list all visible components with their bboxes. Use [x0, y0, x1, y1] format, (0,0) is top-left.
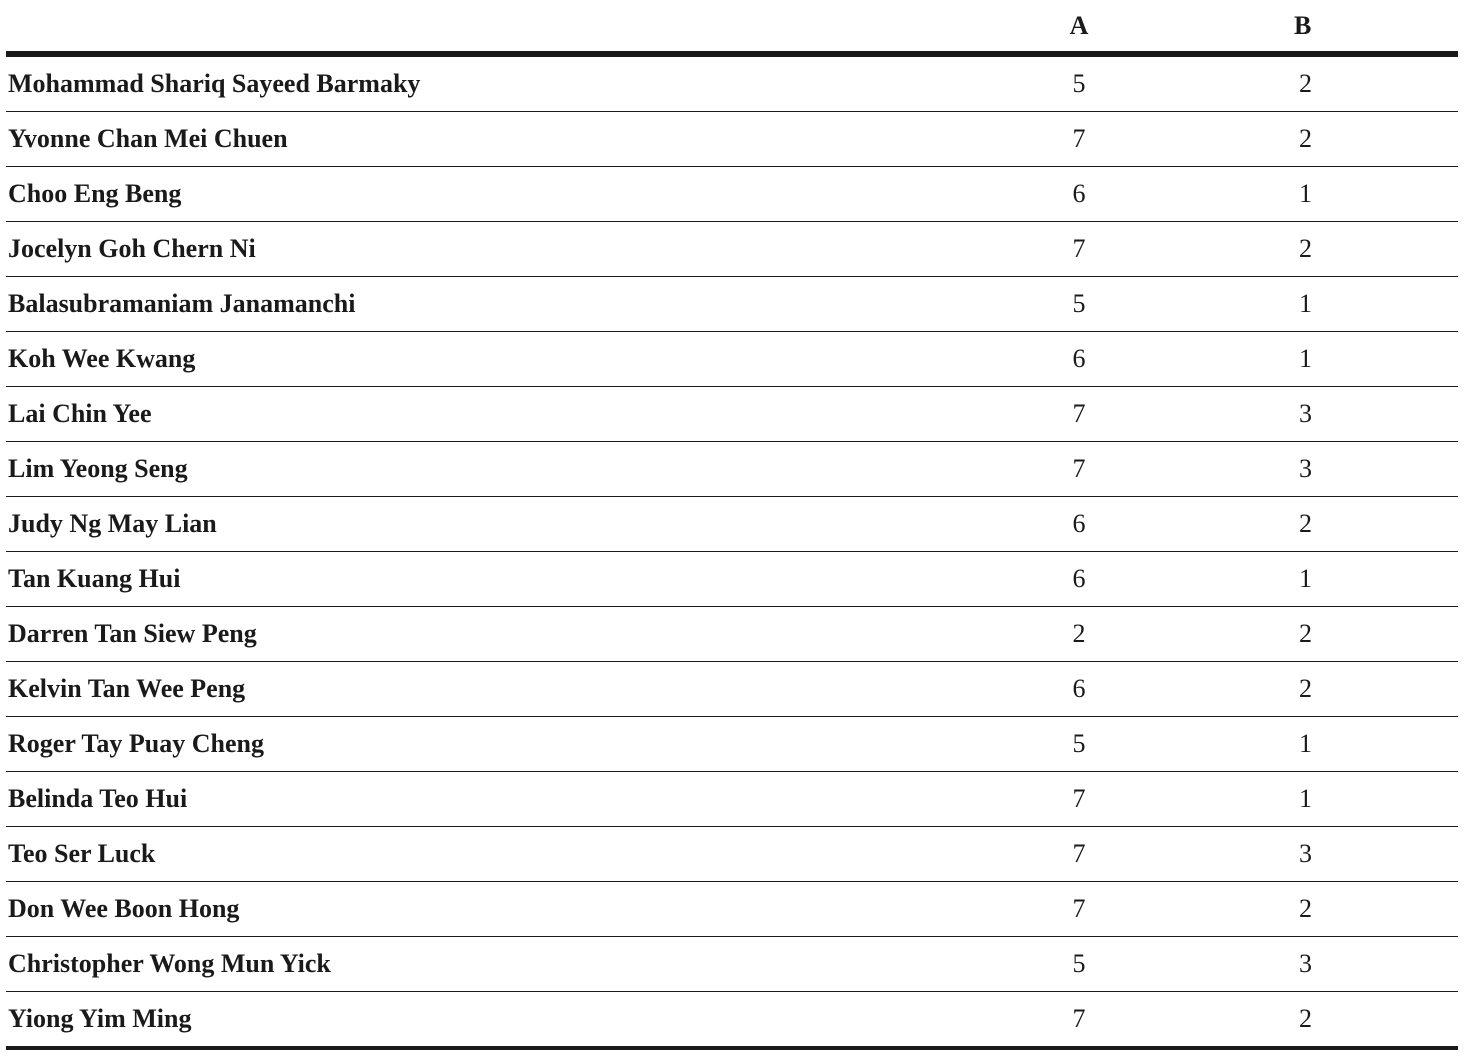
- cell-b: 2: [1168, 54, 1458, 112]
- cell-name: Choo Eng Beng: [6, 167, 978, 222]
- table-row: [6, 222, 1458, 277]
- column-header-a: A: [978, 0, 1168, 54]
- cell-a: 5: [978, 277, 1168, 332]
- table-row: [6, 387, 1458, 442]
- data-table: [6, 0, 1458, 1050]
- cell-a: 6: [978, 497, 1168, 552]
- table-row: [6, 607, 1458, 662]
- cell-name: Judy Ng May Lian: [6, 497, 978, 552]
- header-row: [6, 0, 1458, 54]
- cell-a: 7: [978, 827, 1168, 882]
- cell-name: Lai Chin Yee: [6, 387, 978, 442]
- cell-a: 7: [978, 112, 1168, 167]
- table-row: [6, 662, 1458, 717]
- cell-a: 6: [978, 662, 1168, 717]
- cell-b: 1: [1168, 167, 1458, 222]
- cell-name: Don Wee Boon Hong: [6, 882, 978, 937]
- cell-b: 2: [1168, 607, 1458, 662]
- cell-name: Belinda Teo Hui: [6, 772, 978, 827]
- cell-name: Teo Ser Luck: [6, 827, 978, 882]
- cell-b: 3: [1168, 937, 1458, 992]
- table-row: [6, 54, 1458, 112]
- cell-a: 5: [978, 54, 1168, 112]
- cell-b: 2: [1168, 222, 1458, 277]
- cell-a: 5: [978, 937, 1168, 992]
- cell-a: 6: [978, 167, 1168, 222]
- cell-name: Roger Tay Puay Cheng: [6, 717, 978, 772]
- cell-name: Koh Wee Kwang: [6, 332, 978, 387]
- cell-name: Christopher Wong Mun Yick: [6, 937, 978, 992]
- column-header-name: [6, 0, 978, 54]
- table-row: [6, 772, 1458, 827]
- table-body: [6, 54, 1458, 1048]
- cell-a: 7: [978, 882, 1168, 937]
- cell-a: 5: [978, 717, 1168, 772]
- cell-a: 2: [978, 607, 1168, 662]
- cell-name: Lim Yeong Seng: [6, 442, 978, 497]
- cell-a: 7: [978, 772, 1168, 827]
- cell-b: 1: [1168, 772, 1458, 827]
- cell-name: Darren Tan Siew Peng: [6, 607, 978, 662]
- cell-b: 1: [1168, 277, 1458, 332]
- table-row: [6, 112, 1458, 167]
- cell-name: Yvonne Chan Mei Chuen: [6, 112, 978, 167]
- table-header: [6, 0, 1458, 54]
- table-row: [6, 717, 1458, 772]
- cell-a: 7: [978, 442, 1168, 497]
- cell-name: Balasubramaniam Janamanchi: [6, 277, 978, 332]
- cell-b: 1: [1168, 552, 1458, 607]
- data-table-container: [6, 0, 1458, 1050]
- cell-name: Yiong Yim Ming: [6, 992, 978, 1049]
- cell-b: 3: [1168, 387, 1458, 442]
- cell-a: 7: [978, 992, 1168, 1049]
- cell-b: 1: [1168, 332, 1458, 387]
- column-header-b: B: [1168, 0, 1458, 54]
- cell-b: 2: [1168, 662, 1458, 717]
- table-row: [6, 552, 1458, 607]
- cell-name: Kelvin Tan Wee Peng: [6, 662, 978, 717]
- table-row: [6, 442, 1458, 497]
- table-row: [6, 332, 1458, 387]
- cell-name: Tan Kuang Hui: [6, 552, 978, 607]
- table-row: [6, 277, 1458, 332]
- cell-a: 7: [978, 222, 1168, 277]
- table-row: [6, 497, 1458, 552]
- cell-a: 6: [978, 552, 1168, 607]
- cell-b: 2: [1168, 112, 1458, 167]
- cell-b: 3: [1168, 827, 1458, 882]
- cell-b: 1: [1168, 717, 1458, 772]
- cell-b: 2: [1168, 497, 1458, 552]
- cell-b: 3: [1168, 442, 1458, 497]
- table-row: [6, 167, 1458, 222]
- cell-a: 6: [978, 332, 1168, 387]
- cell-a: 7: [978, 387, 1168, 442]
- cell-name: Jocelyn Goh Chern Ni: [6, 222, 978, 277]
- table-row: [6, 882, 1458, 937]
- cell-name: Mohammad Shariq Sayeed Barmaky: [6, 54, 978, 112]
- cell-b: 2: [1168, 992, 1458, 1049]
- table-row: [6, 992, 1458, 1049]
- table-row: [6, 937, 1458, 992]
- cell-b: 2: [1168, 882, 1458, 937]
- table-row: [6, 827, 1458, 882]
